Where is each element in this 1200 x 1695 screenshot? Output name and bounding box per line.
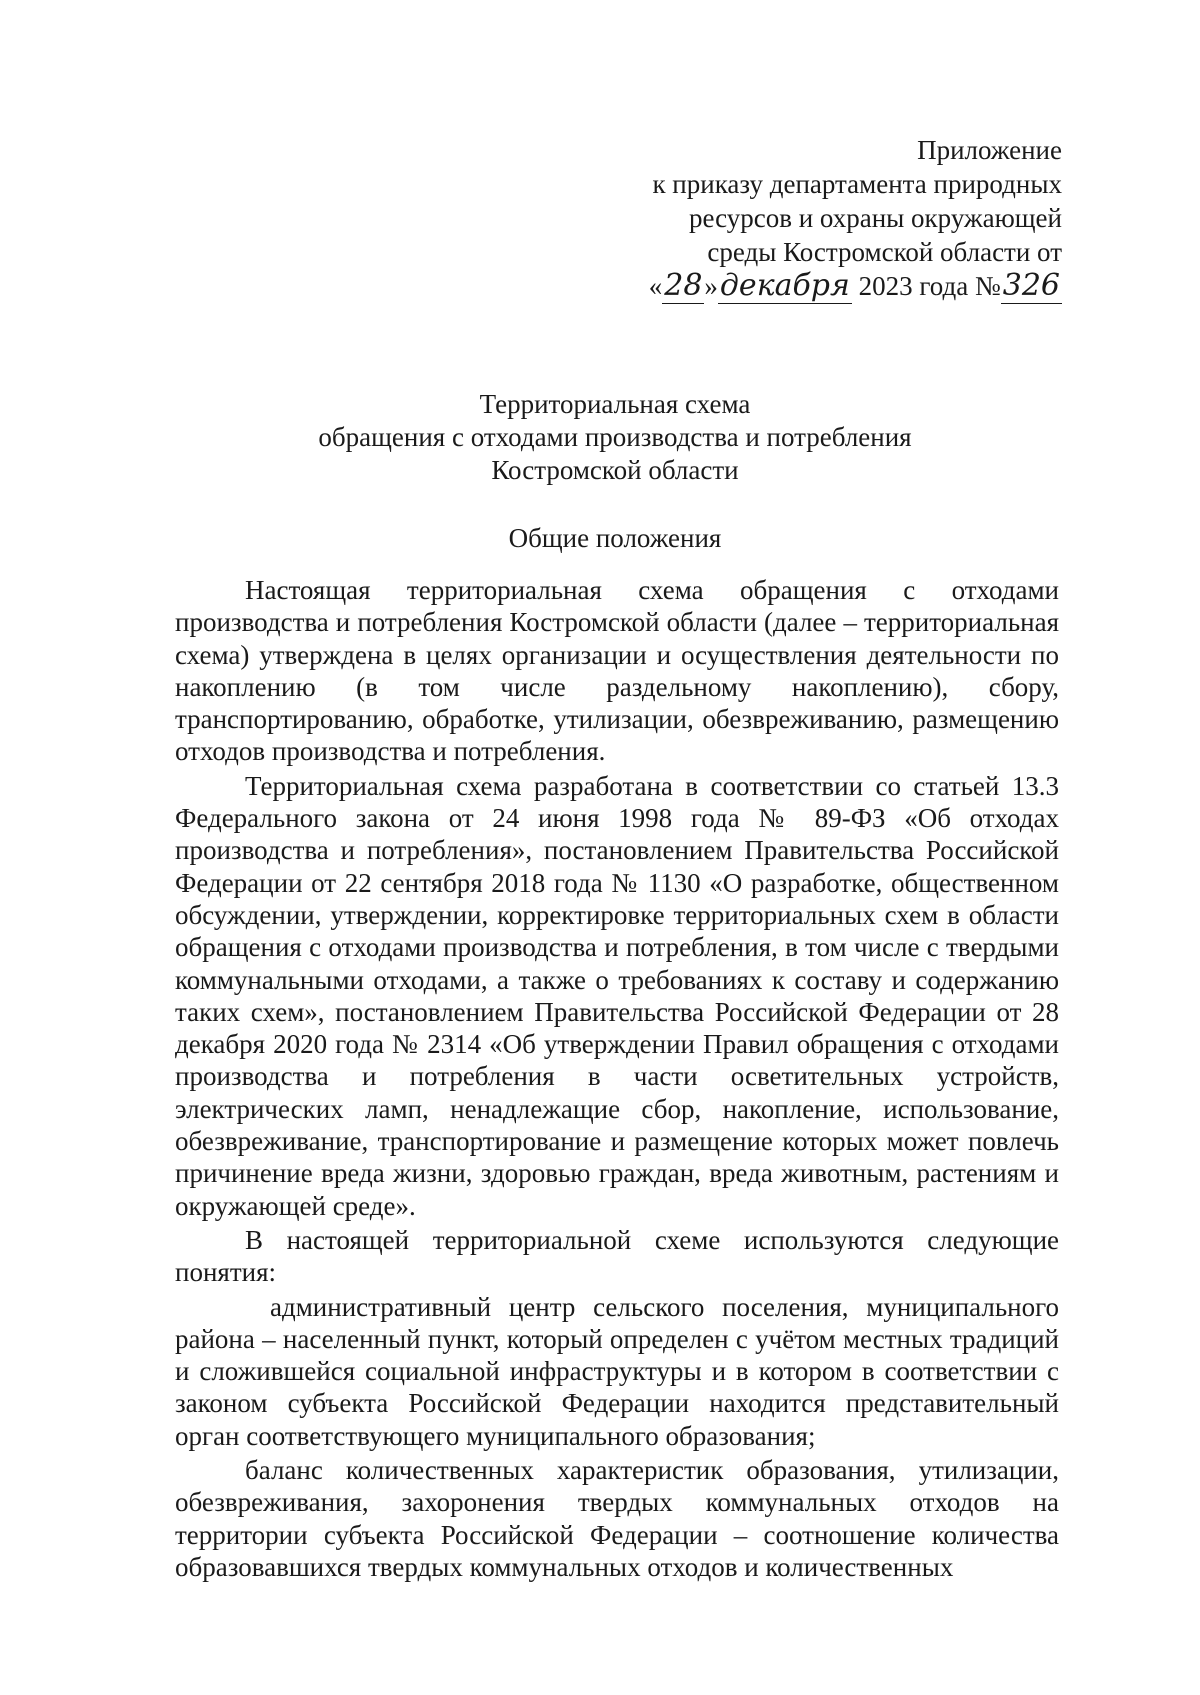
document-title (170, 388, 1060, 487)
close-quote: » (704, 271, 718, 301)
section-heading: Общие положения (508, 523, 722, 553)
appendix-date-line (502, 269, 1062, 303)
handwritten-day: 28 (664, 268, 703, 303)
paragraph-5: баланс количественных характеристик образования, утилизации, обезвреживания, захоронения твердых коммунальных отходов на территории субъекта Российской Федерации – соотношение количества образовавшихся твердых коммунальных отходов и количественных (175, 1455, 1059, 1582)
appendix-line-1: Приложение (917, 135, 1062, 165)
body-text (175, 574, 1059, 1585)
appendix-line-2: к приказу департамента природных (652, 169, 1062, 199)
handwritten-order-number: 326 (1002, 268, 1060, 303)
paragraph-3: В настоящей территориальной схеме используются следующие понятия: (175, 1224, 1059, 1288)
paragraph-4: административный центр сельского поселения, муниципального района – населенный пункт, который определен с учётом местных традиций и сложившейся социальной инфраструктуры и в котором в соответствии с законом субъекта Российской Федерации находится представительный орган соответствующего муниципального образования; (175, 1291, 1059, 1451)
title-line-2: обращения с отходами производства и потребления (318, 422, 912, 452)
title-line-3: Костромской области (491, 455, 739, 485)
paragraph-1: Настоящая территориальная схема обращения с отходами производства и потребления Костромской области (далее – территориальная схема) утверждена в целях организации и осуществления деятельности по накоплению (в том числе раздельному накоплению), сбору, транспортированию, обработке, утилизации, обезвреживанию, размещению отходов производства и потребления. (175, 575, 1059, 767)
appendix-line-4: среды Костромской области от (707, 237, 1062, 267)
open-quote: « (648, 271, 663, 301)
paragraph-2: Территориальная схема разработана в соответствии со статьей 13.3 Федерального закона от 24 июня 1998 года № 89-ФЗ «Об отходах производства и потребления», постановлением Правительства Российской Федерации от 22 сентября 2018 года № 1130 «О разработке, общественном обсуждении, утверждении, корректировке территориальных схем в области обращения с отходами производства и потребления, в том числе с твердыми коммунальными отходами, а также о требованиях к составу и содержанию таких схем», постановлением Правительства Российской Федерации от 28 декабря 2020 года № 2314 «Об утверждении Правил обращения с отходами производства и потребления в части осветительных устройств, электрических ламп, ненадлежащие сбор, накопление, использование, обезвреживание, транспортирование и размещение которых может повлечь причинение вреда жизни, здоровью граждан, вреда животным, растениям и окружающей среде». (175, 770, 1059, 1221)
year-text: 2023 года № (851, 271, 1001, 301)
appendix-line-3: ресурсов и охраны окружающей (688, 203, 1062, 233)
appendix-header (502, 133, 1062, 303)
title-line-1: Территориальная схема (479, 389, 751, 419)
handwritten-month: декабря (719, 268, 850, 303)
